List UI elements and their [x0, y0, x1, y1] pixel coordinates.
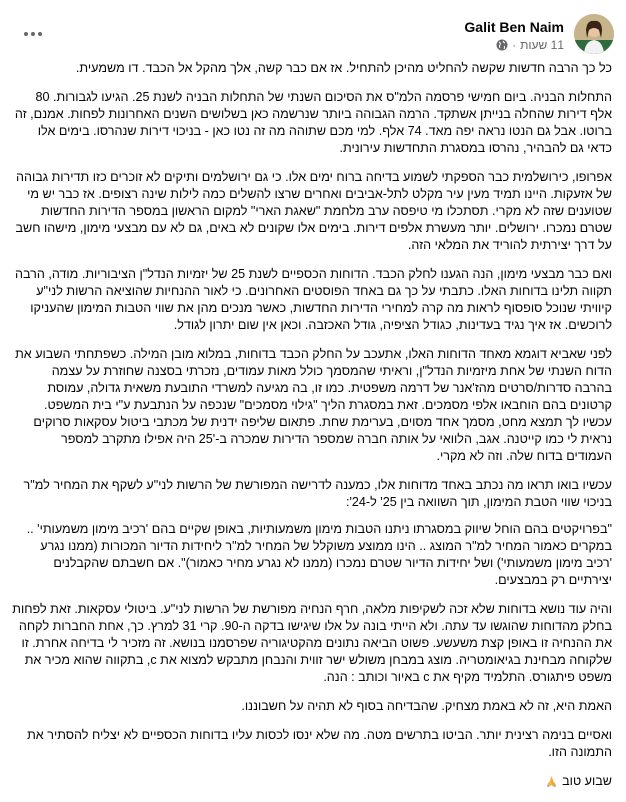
post-time[interactable]: 11 שעות	[520, 38, 564, 52]
post-paragraph: התחלות הבניה. ביום חמישי פרסמה הלמ"ס את הסיכום השנתי של התחלות הבניה לשנת 25. הגיעו לגבורות. 80 אלף דירות שהחלה בנייתן אשתקד. הרמה הגבוהה ביותר שנרשמה כאן בשלושים השנים האחרונות לפחות. אמנם, זה ברוטו. אבל גם הנטו נראה יפה מאד. 74 אלף. למי מכם שתוהה מה זה נטו כאן - בניכוי דירות שנהרסו. בימים אלו כדאי גם להבהיר, נהרסו במסגרת התחדשות עירונית.	[14, 90, 612, 155]
post-paragraph: האמת היא, זה לא באמת מצחיק. שהבדיחה בסוף לא תהיה על חשבוננו.	[241, 699, 612, 713]
more-options-icon[interactable]	[18, 22, 48, 46]
post-header	[10, 10, 614, 60]
post-paragraph: והיה עוד נושא בדוחות שלא זכה לשקיפות מלאה, חרף הנחיה מפורשת של הרשות לני"ע. ביטולי עסקאות. זאת לפחות בחלק מהדוחות שהוגשו עד עתה. ולא הייתי בונה על אלו שיגישו בדקה ה-90. קרי 31 למרץ. כך, אחת החברות לקחה את ההנחיה זו באופן קצת משעשע. פשוט הביאה נתונים מהקטיגוריה שפרסמנו בנושא. זה מזכיר לי בדיחה אחרת. זו שלקוחה מבחינת בגיאומטריה. מוצג במבחן משולש ישר זווית והנבחן מתבקש למצוא את c, בתקווה שהוא מכיר את משפט פיתגורס. התלמיד מקיף את c באיור וכותב : הנה.	[12, 602, 612, 684]
signoff-text: שבוע טוב	[562, 774, 612, 788]
post-paragraph: ואם כבר מבצעי מימון, הנה הגענו לחלק הכבד. הדוחות הכספיים לשנת 25 של יזמיות הנדל"ן הציבוריות. מודה, הרבה תקווה תלינו בדוחות האלו. כתבתי על כך גם באחד הפוסטים האחרונים. כי לאור ההנחיות שהוציאה הרשות לני"ע קיוויתי שנוכל סופסוף לראות מה קרה למחירי הדירות החדשות, כאשר מנכים מהן את שווי הטבות המימון שהעניקו לרוכשים. אז איך נגיד בעדינות, כגודל הציפיה, גודל האכזבה. וכאן אין שום יתרון לגודל.	[14, 267, 612, 332]
post-paragraph: "בפרויקטים בהם הוחל שיווק במסגרתו ניתנו הטבות מימון משמעותיות, באופן שקיים בהם 'רכיב מימון משמעותי' .. במקרים כאמור המחיר למ"ר המוצג .. הינו ממוצע משוקלל של המחיר למ"ר ליחידות הדיור המכורות (ממנו נגרע 'רכיב מימון משמעותי') ושל יחידות הדיור שטרם נמכרו (ממנו לא נגרע מחיר כאמור)". אם חשבתם שהקבלנים יצירתיים רק במבצעים.	[26, 522, 612, 587]
author-name[interactable]: Galit Ben Naim	[464, 19, 564, 35]
avatar[interactable]	[574, 14, 614, 54]
post-paragraph: כל כך הרבה חדשות שקשה להחליט מהיכן להתחיל. אז אם כבר קשה, אלך מהקל אל הכבד. דו משמעית.	[75, 61, 612, 75]
post-paragraph: ואסיים בנימה רצינית יותר. הביטו בתרשים מטה. מה שלא ינסו לכסות עליו בדוחות הכספיים לא יצליח להסתיר את התמונה הזו.	[27, 728, 612, 759]
globe-icon	[496, 39, 508, 51]
post-body	[12, 60, 612, 802]
post-paragraph: לפני שאביא דוגמא מאחד הדוחות האלו, אתעכב על החלק הכבד בדוחות, במלוא מובן המילה. כשפתחתי השבוע את הדוח השנתי של אחת מיזמיות הנדל"ן, וראיתי שהמסמך כולל מאות עמודים, נזכרתי בסצנה שחוזרת על עצמה בהרבה סדרות/סרטים מהז'אנר של דרמה משפטית. כמו זו, בה מגיעה למשרדי התובעת משאית גדולה, עמוסת קרטונים בהם הוחבאו אלפי מסמכים. זאת במסגרת הליך "גילוי מסמכים" שנכפה על הנתבעת ע"י בית המשפט. עכשיו לך תמצא מחט, מסמך אחד מסוים, בערימת שחת. פתאום שליפה ידנית של מכתבי ביטול עסקאות סרוקים נראית לי כמו קייטנה. אגב, הלוואי על אותה חברה שמספר הדירות שמכרה ב-'25 היה אפילו מתקרב למספר העמודים בדוח שלה. וזה לא מקרי.	[15, 347, 612, 463]
post-paragraph: עכשיו בואו תראו מה נכתב באחד מדוחות אלו, כמענה לדרישה המפורשת של הרשות לני"ע לשקף את המחיר למ"ר בניכוי שווי הטבת המימון, תוך השוואה בין 25' ל-24':	[23, 478, 612, 509]
post-meta	[496, 38, 564, 52]
post-paragraph: אפרופו, כירושלמית כבר הספקתי לשמוע בדיחה ברוח ימים אלו. כי גם ירושלמים ותיקים לא זוכרים כזו תדירות גבוהה של אזעקות. היינו תמיד מעין עיר מקלט לתל-אביבים ואחרים שרצו להשלים כמה לילות שינה רצופים. אז כבר יש מי שטוענים שזה לא מקרי. תסתכלו מי טיפסה ערב מלחמת "שאגת הארי" למקום הראשון במספר הדירות החדשות שטרם נמכרו. ירושלים. יותר מעשרת אלפים דירות. בימים אלו שקונים לא באים, גם לא עם מבצעי מימון, מישהו חשב על דרך יצירתית להוריד את המלאי הזה.	[15, 170, 612, 252]
avatar-photo	[574, 14, 614, 54]
meta-separator: ·	[512, 38, 517, 52]
